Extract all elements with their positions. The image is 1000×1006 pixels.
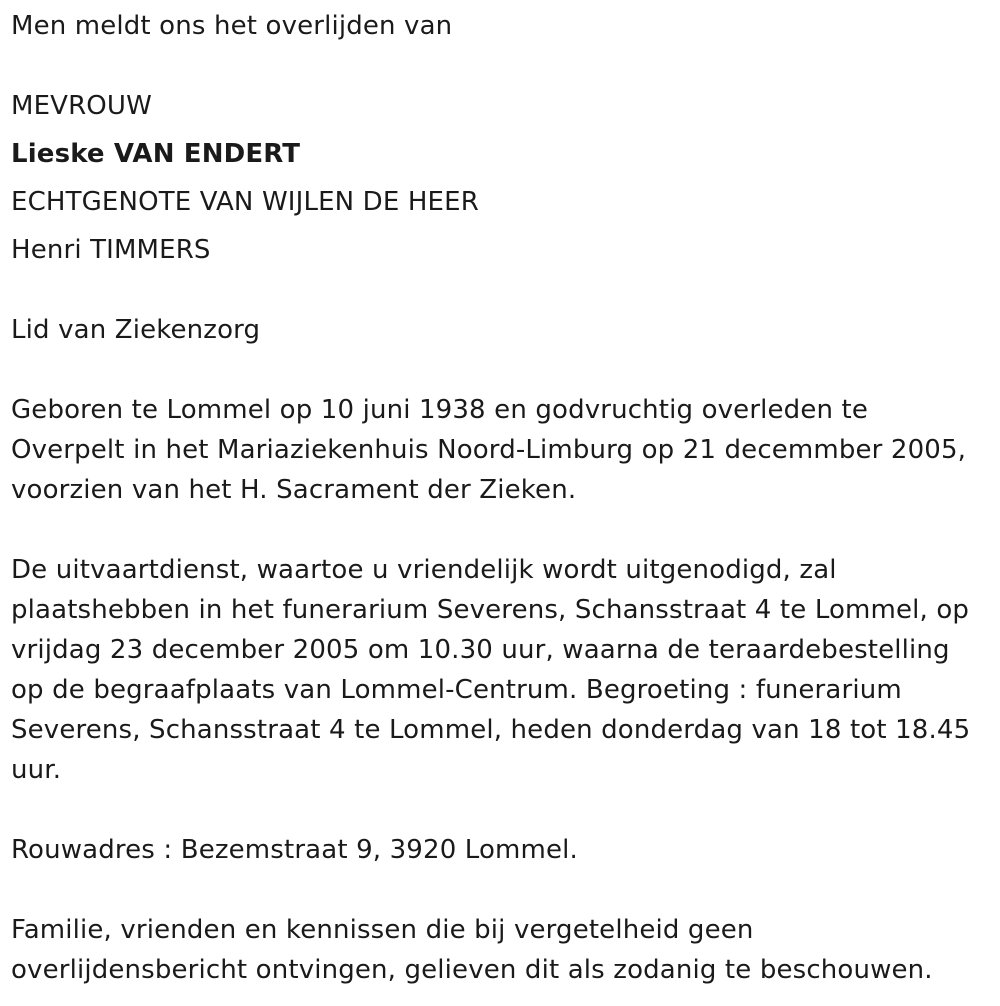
death-notice — [11, 6, 991, 990]
paragraph-line: Geboren te Lommel op 10 juni 1938 en godvruchtig overleden te — [11, 395, 869, 425]
paragraph-line: plaatshebben in het funerarium Severens, Schansstraat 4 te Lommel, op — [11, 595, 970, 625]
paragraph-line: uur. — [11, 755, 62, 785]
paragraph-line: vrijdag 23 december 2005 om 10.30 uur, waarna de teraardebestelling — [11, 635, 950, 665]
paragraph-line: De uitvaartdienst, waartoe u vriendelijk wordt uitgenodigd, zal — [11, 555, 837, 585]
intro-text: Men meldt ons het overlijden van — [11, 11, 453, 41]
birth-death-paragraph — [11, 390, 991, 510]
deceased-title: MEVROUW — [11, 91, 152, 121]
paragraph-line: Familie, vrienden en kennissen die bij vergetelheid geen — [11, 915, 754, 945]
membership-text: Lid van Ziekenzorg — [11, 315, 261, 345]
paragraph-line: voorzien van het H. Sacrament der Zieken. — [11, 475, 577, 505]
spouse-name: Henri TIMMERS — [11, 235, 211, 265]
relation-text: ECHTGENOTE VAN WIJLEN DE HEER — [11, 187, 479, 217]
funeral-paragraph — [11, 550, 991, 790]
deceased-name: Lieske VAN ENDERT — [11, 139, 301, 169]
mourning-address: Rouwadres : Bezemstraat 9, 3920 Lommel. — [11, 835, 578, 865]
paragraph-line: overlijdensbericht ontvingen, gelieven dit als zodanig te beschouwen. — [11, 955, 933, 985]
paragraph-line: Overpelt in het Mariaziekenhuis Noord-Limburg op 21 decemmber 2005, — [11, 435, 967, 465]
paragraph-line: op de begraafplaats van Lommel-Centrum. Begroeting : funerarium — [11, 675, 902, 705]
paragraph-line: Severens, Schansstraat 4 te Lommel, heden donderdag van 18 tot 18.45 — [11, 715, 971, 745]
closing-paragraph — [11, 910, 991, 990]
